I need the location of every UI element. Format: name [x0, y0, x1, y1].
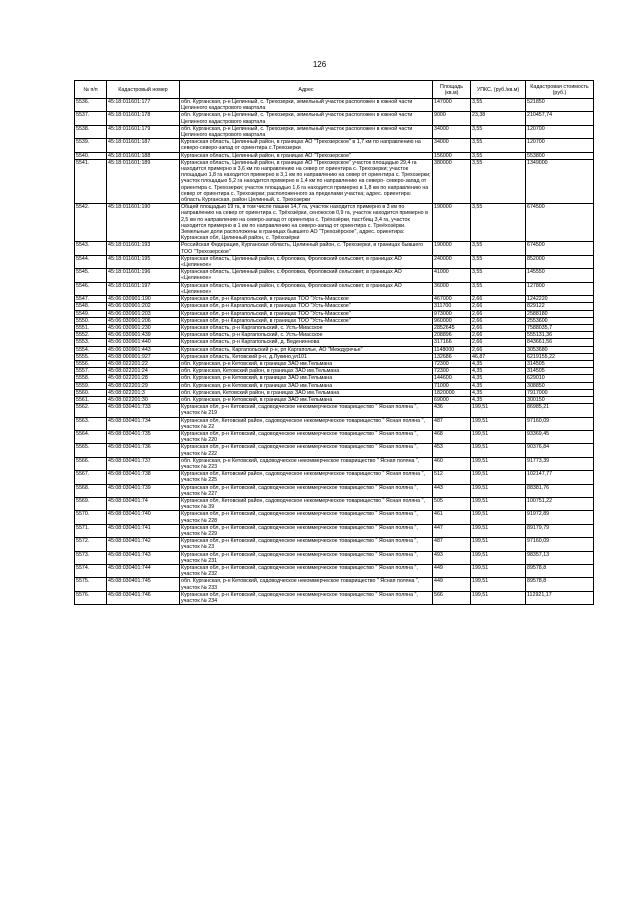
cell-cadastral-value: 6219155,22: [526, 353, 594, 360]
cell-row-number: 5570.: [75, 511, 107, 524]
page-number: 126: [312, 60, 327, 69]
cell-address: обл. Курганская, р-н Кетовский, в границах ЗАО им.Тельмана: [180, 396, 433, 403]
cell-address: Курганская обл, р-н Кетовский, садоводческое некоммерческое товарищество " Ясная поляна ", участок № 232: [180, 565, 433, 578]
cell-area: 487: [433, 417, 471, 430]
cell-cadastral-value: 112921,17: [526, 591, 594, 604]
cell-row-number: 5564.: [75, 430, 107, 443]
cell-address: Курганская область, р-н Каргапольский, с. Усть-Миасское: [180, 324, 433, 331]
cell-address: Курганская область, Целинный район, в границах АО "Трехозерское" участок площадью 29,4 га находится примерно в 3,6 км по направлению на север от ориентира с. Трехозерки; участок площадью 1,8 га находится примерно в 3,1 км по направлению на север от ориентира с. Трехозерки; участок площадью 5,2 га находится примерно в 1,4 км по направлению на северо- северо-запад от ориентира с. Трехозерки; участок площадью 1,6 га находится примерно в 1,8 км по направлению на север от ориентира с. Трехозерки; расположенного за пределами участка; адрес. ориентира: область Курганская, район Целинный, с. Трехозерки: [181, 159, 431, 204]
cell-cadastral-value: 2553600: [526, 317, 594, 324]
cell-upks: 199,51: [471, 417, 526, 430]
header-upks: УПКС. (руб./кв.м): [471, 81, 526, 99]
table-row: [75, 591, 594, 604]
cell-address: Курганская обл, р-н Каргапольский, в границах ТОО "Усть-Миасское": [180, 317, 433, 324]
cell-upks: 4,35: [471, 382, 526, 389]
cell-cadastral-value: 1242220: [526, 296, 594, 303]
cell-area: 461: [433, 511, 471, 524]
cell-upks: 23,38: [471, 112, 526, 125]
cell-address: обл. Курганская, Кетовский район, в границах ЗАО им.Тельмана: [180, 368, 433, 375]
table-row: [75, 360, 594, 367]
cell-address: обл. Курганская, р-н Целинный, с. Трехозерки, земельный участок расположен в южной части Целинного кадастрового квартала: [180, 99, 433, 112]
cell-address: Курганская область, Целинный район, в границах АО "Трехозерское" в 1,7 км по направлению на северо-северо-запад от ориентира с.Трехозерки: [180, 139, 433, 152]
cell-upks: 4,35: [471, 368, 526, 375]
cell-cadastral-value: 210457,74: [526, 112, 594, 125]
cell-row-number: 5556.: [75, 360, 107, 367]
table-row: [75, 368, 594, 375]
cell-upks: 199,51: [471, 404, 526, 417]
table-row: [75, 282, 594, 295]
table-row: [75, 255, 594, 268]
cell-area: 493: [433, 551, 471, 564]
cell-address: обл. Курганская, Кетовский район, в границах ЗАО им.Тельмана: [180, 389, 433, 396]
cell-cadastral-value: 7917000: [526, 389, 594, 396]
table-header: [75, 81, 594, 99]
cell-cadastral-value: 98357,13: [526, 551, 594, 564]
header-cadastral-value: Кадастровая стоимость (руб.): [526, 81, 594, 99]
cell-address: Курганская область, р-н Каргапольский, с. Усть-Миасское: [180, 332, 433, 339]
cell-cadastral-number: 45:18:011601:196: [107, 269, 180, 282]
cell-row-number: 5543.: [75, 242, 107, 255]
cell-cadastral-number: 45:18:011601:189: [107, 159, 180, 203]
table-row: [75, 99, 594, 112]
table-row: [75, 551, 594, 564]
cell-area: 156000: [433, 152, 471, 159]
cell-area: 512: [433, 471, 471, 484]
cell-row-number: 5544.: [75, 255, 107, 268]
table-row: [75, 269, 594, 282]
cell-area: 443: [433, 484, 471, 497]
cell-cadastral-number: 45:06:030901:440: [107, 339, 180, 346]
cell-cadastral-number: 45:08:030401:744: [107, 565, 180, 578]
cell-row-number: 5571.: [75, 524, 107, 537]
cell-area: 69000: [433, 396, 471, 403]
header-row-number: № п/п: [75, 81, 107, 99]
cell-area: 72300: [433, 360, 471, 367]
table-row: [75, 457, 594, 470]
cell-upks: 2,66: [471, 324, 526, 331]
cell-row-number: 5565.: [75, 444, 107, 457]
cell-row-number: 5558.: [75, 375, 107, 382]
cell-upks: 2,66: [471, 339, 526, 346]
cell-address: обл. Курганская, р-н Целинный, с. Трехозерки, земельный участок расположен в южной части Целинного кадастрового квартала: [180, 125, 433, 138]
table-row: [75, 317, 594, 324]
cell-area: 36000: [433, 282, 471, 295]
cadastral-value-table: [74, 80, 594, 605]
cell-cadastral-number: 45:06:030901:190: [107, 296, 180, 303]
cell-address: Курганская область, р-н Каргапольский, д. Ведениннова: [180, 339, 433, 346]
cell-cadastral-value: 102147,77: [526, 471, 594, 484]
cell-upks: 199,51: [471, 591, 526, 604]
table-row: [75, 346, 594, 353]
cell-cadastral-value: 89578,8: [526, 565, 594, 578]
table-row: [75, 497, 594, 510]
cell-area: 240000: [433, 255, 471, 268]
cell-cadastral-value: 88381,76: [526, 484, 594, 497]
cell-address: Курганская обл, р-н Каргапольский, в границах ТОО "Усть-Миасское": [180, 310, 433, 317]
cell-address: Курганская обл, р-н Кетовский, садоводческое некоммерческое товарищество " Ясная поляна ", участок № 220: [180, 430, 433, 443]
cell-row-number: 5563.: [75, 417, 107, 430]
cell-cadastral-number: 45:08:030401:742: [107, 538, 180, 551]
cell-cadastral-number: 45:08:030401:736: [107, 444, 180, 457]
cell-cadastral-number: 45:08:030401:746: [107, 591, 180, 604]
cell-row-number: 5568.: [75, 484, 107, 497]
cell-cadastral-number: 45:06:030901:203: [107, 310, 180, 317]
cell-address: Курганская обл, Кетовский район, садоводческое некоммерческое товарищество " Ясная поляна ", участок № 225: [180, 471, 433, 484]
cell-row-number: 5574.: [75, 565, 107, 578]
cell-cadastral-value: 97160,09: [526, 538, 594, 551]
cell-address: обл. Курганская, р-н Целинный, с. Трехозерки, земельный участок расположен в южной части Целинного кадастрового квартала: [180, 112, 433, 125]
cell-row-number: 5566.: [75, 457, 107, 470]
cell-upks: 199,51: [471, 538, 526, 551]
cell-area: 144600: [433, 375, 471, 382]
cell-cadastral-number: 45:18:011601:197: [107, 282, 180, 295]
cell-upks: 199,51: [471, 551, 526, 564]
cell-upks: 3,55: [471, 204, 526, 242]
cell-area: 566: [433, 591, 471, 604]
cell-area: 449: [433, 565, 471, 578]
cell-cadastral-value: 629010: [526, 375, 594, 382]
header-address: Адрес: [180, 81, 433, 99]
cell-row-number: 5542.: [75, 204, 107, 242]
cell-cadastral-value: 1349000: [526, 159, 594, 203]
cell-cadastral-number: 45:08:030401:739: [107, 484, 180, 497]
cell-cadastral-value: 7588035,7: [526, 324, 594, 331]
cell-address: Курганская обл, р-н Кетовский, садоводческое некоммерческое товарищество " Ясная поляна ", участок № 23: [180, 538, 433, 551]
cell-row-number: 5572.: [75, 538, 107, 551]
cell-upks: 3,55: [471, 125, 526, 138]
cell-row-number: 5567.: [75, 471, 107, 484]
cell-cadastral-number: 45:08:030401:734: [107, 417, 180, 430]
cell-upks: 199,51: [471, 457, 526, 470]
cell-address: обл. Курганская, р-н Кетовский, в границах ЗАО им.Тельмана: [180, 360, 433, 367]
cell-cadastral-value: 674500: [526, 204, 594, 242]
cell-cadastral-value: 97160,09: [526, 417, 594, 430]
cell-row-number: 5536.: [75, 99, 107, 112]
cell-area: 960000: [433, 317, 471, 324]
cell-upks: 199,51: [471, 565, 526, 578]
cell-cadastral-number: 45:08:000901:927: [107, 353, 180, 360]
table-row: [75, 511, 594, 524]
table-row: [75, 339, 594, 346]
cell-upks: 199,51: [471, 484, 526, 497]
cell-cadastral-value: 2588180: [526, 310, 594, 317]
cell-upks: 2,66: [471, 303, 526, 310]
cell-area: 208896: [433, 332, 471, 339]
table-row: [75, 389, 594, 396]
cell-cadastral-number: 45:08:030401:737: [107, 457, 180, 470]
cell-cadastral-number: 45:18:011601:195: [107, 255, 180, 268]
cell-area: 9000: [433, 112, 471, 125]
table-row: [75, 139, 594, 152]
cell-area: 147000: [433, 99, 471, 112]
cell-row-number: 5576.: [75, 591, 107, 604]
cell-address: обл. Курганская, р-н Кетовский, в границах ЗАО им.Тельмана: [180, 375, 433, 382]
cell-cadastral-number: 45:06:030901:439: [107, 332, 180, 339]
table-row: [75, 382, 594, 389]
cell-area: 467000: [433, 296, 471, 303]
cell-cadastral-number: 45:06:030901:202: [107, 303, 180, 310]
cell-row-number: 5553.: [75, 339, 107, 346]
cell-area: 447: [433, 524, 471, 537]
cell-cadastral-value: 93369,45: [526, 430, 594, 443]
cell-area: 436: [433, 404, 471, 417]
cell-address: Курганская обл, Кетовский район, садоводческое некоммерческое товарищество " Ясная поляна ", участок № 39: [180, 497, 433, 510]
cell-cadastral-number: 45:08:030401:743: [107, 551, 180, 564]
cell-upks: 199,51: [471, 444, 526, 457]
cell-upks: 3,55: [471, 282, 526, 295]
cell-row-number: 5554.: [75, 346, 107, 353]
cell-row-number: 5557.: [75, 368, 107, 375]
cell-cadastral-number: 45:08:022201:28: [107, 375, 180, 382]
cell-cadastral-value: 91972,89: [526, 511, 594, 524]
cell-cadastral-number: 45:08:022201:24: [107, 368, 180, 375]
cell-cadastral-value: 91773,39: [526, 457, 594, 470]
cell-cadastral-value: 553800: [526, 152, 594, 159]
cell-cadastral-value: 3053680: [526, 346, 594, 353]
cell-address: Курганская область, Кетовский р-н, д.Лукино,ул101: [180, 353, 433, 360]
cell-cadastral-number: 45:08:030401:740: [107, 511, 180, 524]
cell-cadastral-value: 127800: [526, 282, 594, 295]
cell-row-number: 5546.: [75, 282, 107, 295]
cell-upks: 3,55: [471, 269, 526, 282]
cell-area: 132686: [433, 353, 471, 360]
cell-address: Курганская обл, р-н Кетовский, садоводческое некоммерческое товарищество " Ясная поляна ", участок № 227: [180, 484, 433, 497]
table-row: [75, 242, 594, 255]
cell-upks: 2,66: [471, 332, 526, 339]
cell-upks: 4,35: [471, 360, 526, 367]
cell-address: Курганская обл, р-н Кетовский, садоводческое некоммерческое товарищество " Ясная поляна ", участок № 234: [180, 591, 433, 604]
cell-cadastral-number: 45:08:022201:30: [107, 396, 180, 403]
cell-upks: 2,66: [471, 317, 526, 324]
cell-address: Курганская обл, р-н Кетовский, садоводческое некоммерческое товарищество " Ясная поляна ", участок № 228: [180, 511, 433, 524]
cell-cadastral-value: 314505: [526, 368, 594, 375]
cell-address: Курганская область, Целинный район, с.Фроловка, Фроловский сельсовет, в границах АО «Целинное»: [180, 255, 433, 268]
cell-upks: 3,55: [471, 159, 526, 203]
cell-row-number: 5551.: [75, 324, 107, 331]
cell-row-number: 5559.: [75, 382, 107, 389]
cell-area: 72300: [433, 368, 471, 375]
table-row: [75, 324, 594, 331]
cell-upks: 2,66: [471, 310, 526, 317]
cell-row-number: 5538.: [75, 125, 107, 138]
cell-cadastral-number: 45:08:030401:741: [107, 524, 180, 537]
cell-row-number: 5560.: [75, 389, 107, 396]
table-row: [75, 524, 594, 537]
cell-cadastral-value: 120700: [526, 139, 594, 152]
cell-row-number: 5540.: [75, 152, 107, 159]
cell-address: обл. Курганская, р-н Кетовский, садоводческое некоммерческое товарищество " Ясная поляна ", участок № 233: [180, 578, 433, 591]
cell-address: Российская Федерация, Курганская область, Целинный район, с. Трехозерки, в границах бывшего ТОО "Трехозерское": [180, 242, 433, 255]
table-row: [75, 417, 594, 430]
cell-row-number: 5552.: [75, 332, 107, 339]
cell-row-number: 5541.: [75, 159, 107, 203]
cell-address: Курганская область, Каргапольский р-н, рп Каргаполье, АО "Междуречье": [180, 346, 433, 353]
cell-area: 34000: [433, 125, 471, 138]
cell-upks: 4,35: [471, 375, 526, 382]
cell-cadastral-value: 314505: [526, 360, 594, 367]
cell-address: Курганская обл, р-н Кетовский, садоводческое некоммерческое товарищество " Ясная поляна ", участок № 231: [180, 551, 433, 564]
cell-cadastral-value: 674500: [526, 242, 594, 255]
table-row: [75, 303, 594, 310]
cell-upks: 2,66: [471, 346, 526, 353]
table-row: [75, 444, 594, 457]
header-cadastral-number: Кадастровый номер: [107, 81, 180, 99]
cell-address: Курганская область, Целинный район, с.Фроловка, Фроловский сельсовет, в границах АО «Целинное»: [180, 282, 433, 295]
cell-cadastral-value: 86985,21: [526, 404, 594, 417]
cell-upks: 3,55: [471, 242, 526, 255]
cell-upks: 3,55: [471, 255, 526, 268]
table-body: [75, 99, 594, 605]
cell-cadastral-number: 45:08:030401:735: [107, 430, 180, 443]
cell-address: Курганская обл, р-н Кетовский, садоводческое некоммерческое товарищество " Ясная поляна ", участок № 219: [180, 404, 433, 417]
cell-area: 190000: [433, 204, 471, 242]
table-row: [75, 112, 594, 125]
cell-upks: 199,51: [471, 511, 526, 524]
table-row: [75, 404, 594, 417]
cell-address: Курганская обл, Кетовский район, садоводческое некоммерческое товарищество " Ясная поляна ", участок № 22: [180, 417, 433, 430]
cell-area: 973000: [433, 310, 471, 317]
cell-area: 311700: [433, 303, 471, 310]
cell-cadastral-value: 90376,84: [526, 444, 594, 457]
cell-upks: 199,51: [471, 430, 526, 443]
cell-cadastral-value: 89179,79: [526, 524, 594, 537]
cell-cadastral-number: 45:08:030401:733: [107, 404, 180, 417]
cell-address: Курганская обл, р-н Каргапольский, в границах ТОО "Усть-Миасское: [180, 296, 433, 303]
cell-cadastral-value: 521850: [526, 99, 594, 112]
cell-upks: 3,55: [471, 152, 526, 159]
cell-cadastral-value: 555131,36: [526, 332, 594, 339]
table-row: [75, 152, 594, 159]
cell-cadastral-value: 100751,22: [526, 497, 594, 510]
cell-row-number: 5562.: [75, 404, 107, 417]
cell-cadastral-number: 45:08:030401:738: [107, 471, 180, 484]
cell-area: 2852645: [433, 324, 471, 331]
cell-cadastral-value: 852000: [526, 255, 594, 268]
cell-upks: 199,51: [471, 524, 526, 537]
table-row: [75, 204, 594, 242]
cell-cadastral-value: 120700: [526, 125, 594, 138]
table-row: [75, 538, 594, 551]
cell-upks: 2,66: [471, 296, 526, 303]
cell-row-number: 5548.: [75, 303, 107, 310]
table-row: [75, 159, 594, 203]
cell-cadastral-number: 45:08:030401:745: [107, 578, 180, 591]
cell-area: 460: [433, 457, 471, 470]
cell-cadastral-number: 45:06:030901:443: [107, 346, 180, 353]
cell-area: 317166: [433, 339, 471, 346]
cell-row-number: 5555.: [75, 353, 107, 360]
cell-row-number: 5547.: [75, 296, 107, 303]
cell-row-number: 5549.: [75, 310, 107, 317]
cell-cadastral-number: 45:06:030901:206: [107, 317, 180, 324]
table-row: [75, 396, 594, 403]
cell-area: 1820000: [433, 389, 471, 396]
cell-area: 380000: [433, 159, 471, 203]
cell-cadastral-number: 45:08:022201:3: [107, 389, 180, 396]
cell-address: Курганская область, Целинный район, в границах АО "Трехозерское": [180, 152, 433, 159]
cell-area: 453: [433, 444, 471, 457]
cell-row-number: 5575.: [75, 578, 107, 591]
table-row: [75, 353, 594, 360]
cell-area: 487: [433, 538, 471, 551]
cell-area: 449: [433, 578, 471, 591]
table-row: [75, 430, 594, 443]
cell-cadastral-number: 45:18:011601:193: [107, 242, 180, 255]
table-row: [75, 296, 594, 303]
cell-address: Общей площадью 19 га, в том числе пашни 14,7 га, участок находится примерно в 3 км по направлению на север от ориентира с. Трёхозёрки, сенокосов 0,9 га, участок находится примерно в 2,5 км по направлению на северо-запад от ориентира с. Трёхозёрки, пастбищ 3,4 га, участок находится примерно в 1 км по направлению на северо-запад от ориентира с. Треёхозёрки. Земельные доли расположены в границах бывшего АО "Трехозёрское", адрес. ориентира: Курганская обл, Целинный район, с. Трёхозёрки: [180, 204, 433, 242]
cell-area: 505: [433, 497, 471, 510]
cell-cadastral-value: 89578,8: [526, 578, 594, 591]
cell-area: 190000: [433, 242, 471, 255]
cell-address: Курганская обл, р-н Кетовский, садоводческое некоммерческое товарищество " Ясная поляна ", участок № 229: [180, 524, 433, 537]
cell-cadastral-value: 843661,56: [526, 339, 594, 346]
cell-upks: 199,51: [471, 497, 526, 510]
cell-cadastral-number: 45:18:011601:190: [107, 204, 180, 242]
cell-cadastral-number: 45:18:011601:188: [107, 152, 180, 159]
cell-upks: 4,35: [471, 396, 526, 403]
header-area: Площадь (кв.м): [433, 81, 471, 99]
cell-area: 1148000: [433, 346, 471, 353]
cell-cadastral-value: 829122: [526, 303, 594, 310]
cell-cadastral-number: 45:06:030901:230: [107, 324, 180, 331]
cell-address: обл. Курганская, р-н Кетовский, в границах ЗАО им.Тельмана: [180, 382, 433, 389]
cell-row-number: 5573.: [75, 551, 107, 564]
cell-area: 71000: [433, 382, 471, 389]
cell-upks: 3,55: [471, 99, 526, 112]
cell-cadastral-number: 45:18:011601:187: [107, 139, 180, 152]
cell-upks: 46,87: [471, 353, 526, 360]
cell-cadastral-number: 45:08:022201:22: [107, 360, 180, 367]
table-row: [75, 375, 594, 382]
cell-address: Курганская обл, р-н Кетовский, садоводческое некоммерческое товарищество " Ясная поляна ", участок № 222: [180, 444, 433, 457]
cell-area: 34000: [433, 139, 471, 152]
table-row: [75, 565, 594, 578]
cell-cadastral-value: 308850: [526, 382, 594, 389]
cell-upks: 3,55: [471, 139, 526, 152]
cell-cadastral-value: 300150: [526, 396, 594, 403]
cell-upks: 4,35: [471, 389, 526, 396]
cell-cadastral-number: 45:18:011601:179: [107, 125, 180, 138]
header-row: [75, 81, 594, 99]
cell-address: обл. Курганская, р-н Кетовский, садоводческое некоммерческое товарищество " Ясная поляна ", участок № 223: [180, 457, 433, 470]
table-row: [75, 484, 594, 497]
cell-upks: 199,51: [471, 578, 526, 591]
cell-row-number: 5545.: [75, 269, 107, 282]
cell-cadastral-number: 45:08:030401:74: [107, 497, 180, 510]
cell-cadastral-number: 45:18:011601:178: [107, 112, 180, 125]
cell-row-number: 5561.: [75, 396, 107, 403]
cell-cadastral-number: 45:18:011601:177: [107, 99, 180, 112]
cell-row-number: 5569.: [75, 497, 107, 510]
cell-area: 468: [433, 430, 471, 443]
cell-area: 41000: [433, 269, 471, 282]
table-row: [75, 310, 594, 317]
cell-row-number: 5539.: [75, 139, 107, 152]
table-row: [75, 125, 594, 138]
table-row: [75, 471, 594, 484]
cell-row-number: 5550.: [75, 317, 107, 324]
cell-upks: 199,51: [471, 471, 526, 484]
table-row: [75, 332, 594, 339]
cell-address: Курганская обл, р-н Каргапольский, в границах ТОО "Усть-Миасское": [180, 303, 433, 310]
cell-address: Курганская область, Целинный район, с.Фроловка, Фроловский сельсовет, в границах АО «Целинное»: [180, 269, 433, 282]
cell-cadastral-number: 45:08:022201:29: [107, 382, 180, 389]
cell-cadastral-value: 145550: [526, 269, 594, 282]
cell-row-number: 5537.: [75, 112, 107, 125]
table-row: [75, 578, 594, 591]
